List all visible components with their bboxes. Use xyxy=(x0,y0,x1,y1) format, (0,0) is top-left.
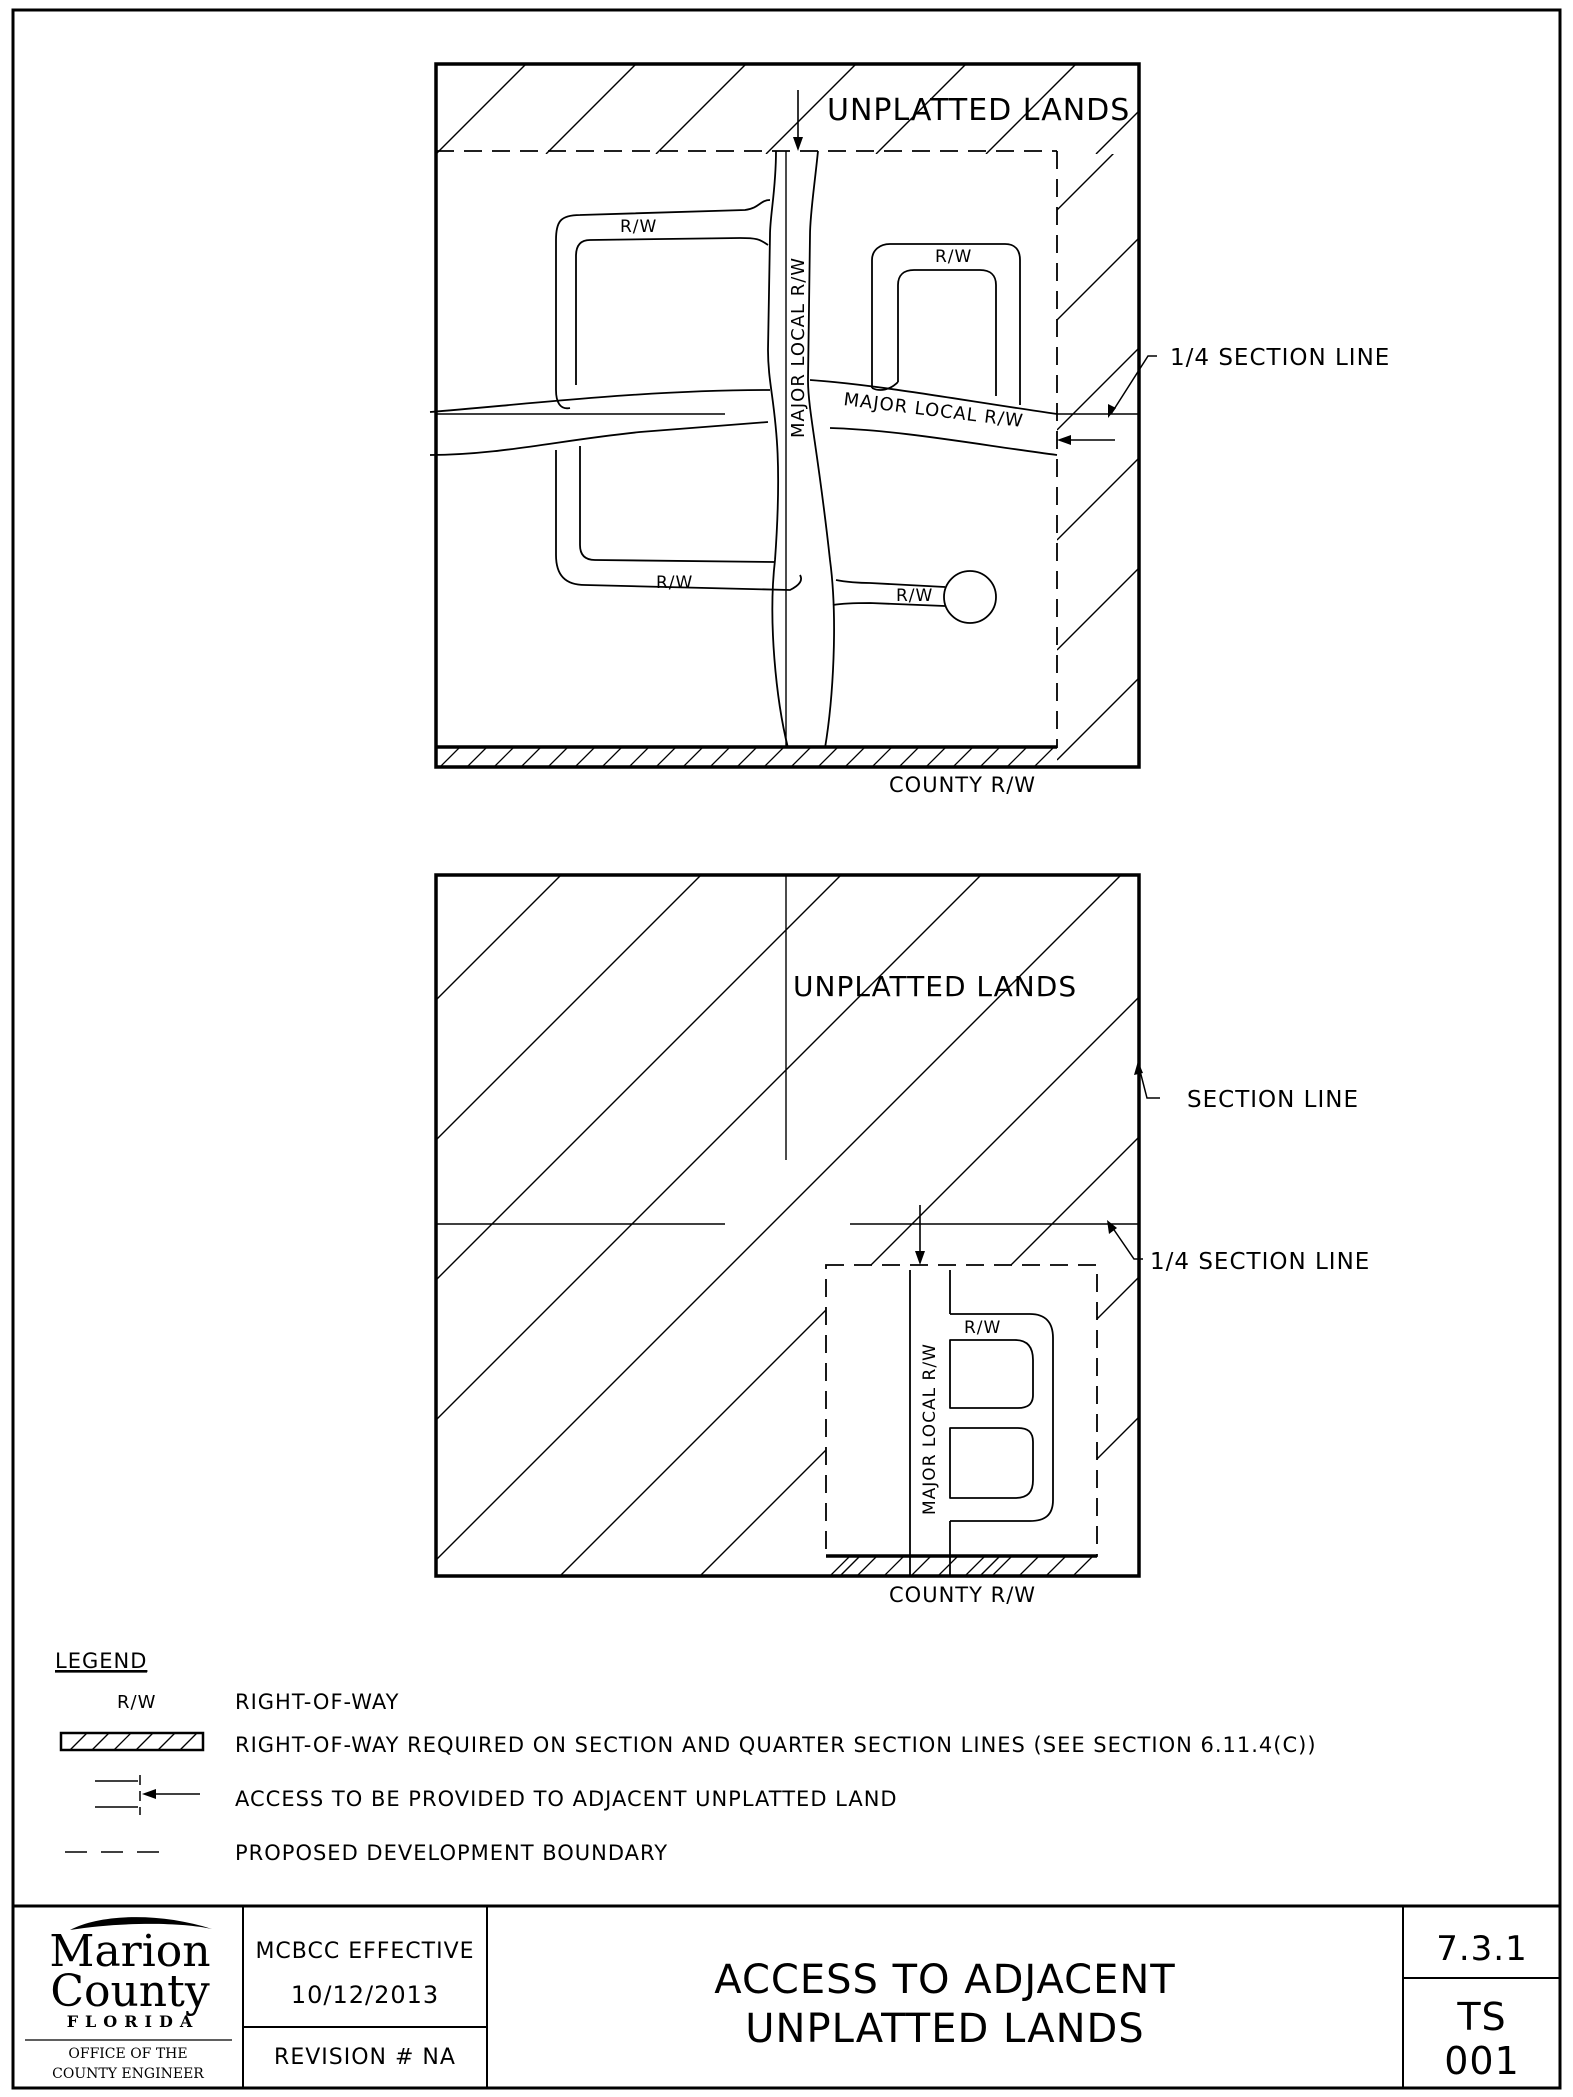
logo-line-2: County xyxy=(50,1966,210,2017)
bottom-unplatted-label: UNPLATTED LANDS xyxy=(793,970,1078,1003)
effective-label: MCBCC EFFECTIVE xyxy=(255,1939,475,1964)
bottom-quarter-section-label: 1/4 SECTION LINE xyxy=(1150,1249,1371,1275)
standard-number: 7.3.1 xyxy=(1436,1929,1528,1969)
top-county-rw-strip xyxy=(436,747,1057,767)
top-rw-label-2: R/W xyxy=(935,247,973,267)
top-development-boundary xyxy=(436,151,1057,748)
bottom-county-rw-label: COUNTY R/W xyxy=(889,1583,1037,1607)
top-quarter-section-label: 1/4 SECTION LINE xyxy=(1170,345,1391,371)
top-quarter-leader xyxy=(1108,356,1157,418)
top-county-rw-label: COUNTY R/W xyxy=(889,773,1037,797)
legend-item-description: PROPOSED DEVELOPMENT BOUNDARY xyxy=(235,1841,669,1865)
revision-label: REVISION # NA xyxy=(274,2045,456,2070)
top-quarter-section-lines xyxy=(436,151,1139,748)
top-access-arrow-east xyxy=(1057,435,1115,445)
logo-office-2: COUNTY ENGINEER xyxy=(52,2066,204,2082)
top-road-label-vertical: MAJOR LOCAL R/W xyxy=(788,256,809,438)
legend-item-description: RIGHT-OF-WAY xyxy=(235,1690,400,1714)
sheet-code: TS xyxy=(1457,1995,1507,2039)
top-rw-label-1: R/W xyxy=(620,217,658,237)
logo-office-1: OFFICE OF THE xyxy=(68,2046,188,2062)
bottom-section-label: SECTION LINE xyxy=(1187,1087,1359,1113)
legend-item-description: ACCESS TO BE PROVIDED TO ADJACENT UNPLATTED LAND xyxy=(235,1787,898,1811)
top-unplatted-label: UNPLATTED LANDS xyxy=(827,93,1131,128)
bottom-access-arrow-north xyxy=(915,1205,925,1265)
marion-county-logo xyxy=(49,1917,212,2082)
top-road-network xyxy=(430,151,1057,748)
bottom-quarter-section-lines xyxy=(436,875,1139,1224)
sheet-number: 001 xyxy=(1444,2039,1520,2083)
logo-line-3: FLORIDA xyxy=(66,2012,200,2031)
title-block xyxy=(13,1906,1560,2088)
top-rw-label-4: R/W xyxy=(896,586,934,606)
top-rw-label-3: R/W xyxy=(656,573,694,593)
bottom-rw-label: R/W xyxy=(964,1318,1002,1338)
drawing-title-line-2: UNPLATTED LANDS xyxy=(745,2006,1145,2052)
legend-item-description: RIGHT-OF-WAY REQUIRED ON SECTION AND QUARTER SECTION LINES (SEE SECTION 6.11.4(C)) xyxy=(235,1733,1317,1757)
top-diagram xyxy=(430,64,1390,797)
bottom-development-boundary xyxy=(826,1265,1097,1556)
legend-title: LEGEND xyxy=(55,1649,148,1673)
top-road-label-horizontal: MAJOR LOCAL R/W xyxy=(842,389,1025,433)
logo-line-1: Marion xyxy=(49,1926,211,1977)
bottom-road-label-vertical: MAJOR LOCAL R/W xyxy=(920,1343,940,1515)
effective-date: 10/12/2013 xyxy=(290,1981,440,2009)
bottom-county-rw-strip xyxy=(826,1556,1097,1576)
bottom-diagram xyxy=(436,875,1370,1610)
top-access-arrow-north xyxy=(793,90,803,151)
legend-hatched-rw-symbol xyxy=(61,1733,203,1750)
legend-access-symbol xyxy=(95,1775,200,1815)
drawing-title-line-1: ACCESS TO ADJACENT xyxy=(714,1957,1176,2003)
legend xyxy=(55,1649,1317,1865)
legend-rw-symbol: R/W xyxy=(117,1692,157,1713)
